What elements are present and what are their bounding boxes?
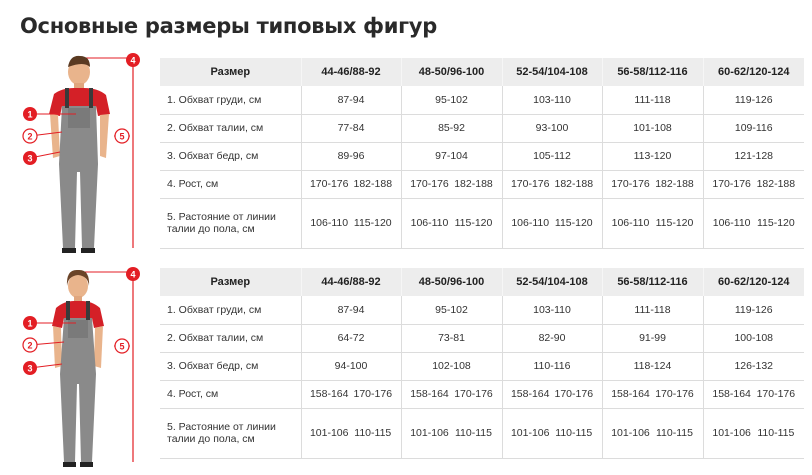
table-cell — [703, 380, 804, 408]
range-low: 158-164 — [410, 388, 449, 400]
range-high: 110-115 — [656, 427, 693, 439]
marker-5-badge — [115, 339, 129, 353]
marker-4-text: 4 — [130, 269, 136, 280]
table-cell — [703, 170, 804, 198]
table-row-hips — [160, 142, 804, 170]
strap-left-shape — [65, 88, 69, 108]
row-label: 2. Обхват талии, см — [160, 324, 301, 352]
table-cell: 64-72 — [301, 324, 401, 352]
table-cell — [401, 380, 502, 408]
marker-4-text: 4 — [130, 55, 136, 66]
table-cell: 95-102 — [401, 296, 502, 324]
table-cell: 126-132 — [703, 352, 804, 380]
range-high: 110-115 — [757, 427, 795, 439]
row-label-line: 5. Растояние от линии — [167, 421, 276, 433]
table-cell: 119-126 — [703, 296, 804, 324]
range-high: 182-188 — [554, 178, 594, 190]
range-low: 106-110 — [712, 217, 751, 229]
range-low: 158-164 — [309, 388, 349, 400]
table-cell: 105-112 — [502, 142, 602, 170]
column-header: 52-54/104-108 — [502, 58, 602, 86]
range-high: 110-115 — [555, 427, 593, 439]
table-row-waist-to-floor — [160, 198, 804, 248]
table-header-row — [160, 268, 804, 296]
table-cell: 89-96 — [301, 142, 401, 170]
table-row-waist — [160, 324, 804, 352]
range-high: 115-120 — [353, 217, 392, 229]
row-label: 4. Рост, см — [160, 380, 301, 408]
table-cell: 103-110 — [502, 296, 602, 324]
female-size-table — [160, 268, 804, 459]
range-low: 170-176 — [510, 178, 550, 190]
range-high: 115-120 — [655, 217, 694, 229]
bib-pocket-shape — [68, 108, 90, 128]
head-shape — [68, 274, 88, 298]
range-low: 101-106 — [611, 427, 650, 439]
table-cell — [401, 198, 502, 248]
marker-2-badge — [23, 338, 37, 352]
table-cell — [502, 380, 602, 408]
table-cell: 87-94 — [301, 86, 401, 114]
marker-1-badge — [23, 316, 37, 330]
range-high: 170-176 — [353, 388, 393, 400]
column-header: 60-62/120-124 — [703, 58, 804, 86]
table-row-waist-to-floor — [160, 408, 804, 458]
range-low: 158-164 — [611, 388, 650, 400]
table-cell — [602, 408, 703, 458]
marker-5-text: 5 — [119, 131, 125, 142]
range-low: 106-110 — [310, 217, 349, 229]
marker-5-badge — [115, 129, 129, 143]
table-cell — [301, 408, 401, 458]
table-cell: 111-118 — [602, 86, 703, 114]
row-label: 1. Обхват груди, см — [160, 296, 301, 324]
right-shoe-shape — [80, 462, 93, 467]
range-high: 170-176 — [554, 388, 594, 400]
row-label — [160, 408, 301, 458]
table-cell — [502, 170, 602, 198]
table-cell: 95-102 — [401, 86, 502, 114]
range-low: 101-106 — [309, 427, 349, 439]
column-header-size: Размер — [160, 58, 301, 86]
table-row-height — [160, 380, 804, 408]
table-cell: 113-120 — [602, 142, 703, 170]
table-header-row — [160, 58, 804, 86]
column-header: 44-46/88-92 — [301, 58, 401, 86]
range-low: 101-106 — [510, 427, 550, 439]
table-cell — [502, 408, 602, 458]
marker-2-text: 2 — [27, 340, 33, 351]
table-cell: 94-100 — [301, 352, 401, 380]
right-arm-shape — [94, 326, 103, 368]
table-row-waist — [160, 114, 804, 142]
range-high: 170-176 — [454, 388, 493, 400]
table-cell: 118-124 — [602, 352, 703, 380]
range-high: 115-120 — [554, 217, 593, 229]
range-high: 182-188 — [655, 178, 694, 190]
marker-4-badge — [126, 267, 140, 281]
marker-3-badge — [23, 361, 37, 375]
column-header: 48-50/96-100 — [401, 268, 502, 296]
range-low: 101-106 — [410, 427, 449, 439]
range-high: 170-176 — [756, 388, 796, 400]
range-low: 106-110 — [511, 217, 550, 229]
table-cell: 93-100 — [502, 114, 602, 142]
page-title: Основные размеры типовых фигур — [20, 14, 437, 38]
table-cell: 91-99 — [602, 324, 703, 352]
marker-2-badge — [23, 129, 37, 143]
range-high: 182-188 — [756, 178, 796, 190]
table-cell — [602, 380, 703, 408]
column-header: 56-58/112-116 — [602, 268, 703, 296]
range-low: 170-176 — [611, 178, 650, 190]
table-cell: 100-108 — [703, 324, 804, 352]
female-figure-illustration — [18, 266, 146, 470]
table-cell — [703, 198, 804, 248]
table-cell — [602, 198, 703, 248]
table-cell: 121-128 — [703, 142, 804, 170]
range-high: 170-176 — [655, 388, 694, 400]
strap-right-shape — [86, 301, 90, 320]
left-shoe-shape — [63, 462, 76, 467]
table-cell — [703, 408, 804, 458]
table-cell: 109-116 — [703, 114, 804, 142]
row-label: 1. Обхват груди, см — [160, 86, 301, 114]
table-cell: 73-81 — [401, 324, 502, 352]
range-low: 106-110 — [410, 217, 449, 229]
marker-1-badge — [23, 107, 37, 121]
column-header: 60-62/120-124 — [703, 268, 804, 296]
range-high: 182-188 — [454, 178, 493, 190]
table-cell: 119-126 — [703, 86, 804, 114]
range-low: 158-164 — [712, 388, 751, 400]
right-arm-shape — [100, 114, 109, 158]
row-label — [160, 198, 301, 248]
row-label: 4. Рост, см — [160, 170, 301, 198]
range-high: 115-120 — [756, 217, 795, 229]
table-cell: 77-84 — [301, 114, 401, 142]
overalls-shape — [60, 318, 96, 462]
marker-4-badge — [126, 53, 140, 67]
left-arm-shape — [53, 326, 62, 368]
left-arm-shape — [50, 114, 60, 158]
range-high: 110-115 — [354, 427, 392, 439]
range-low: 101-106 — [712, 427, 751, 439]
range-high: 110-115 — [455, 427, 492, 439]
table-cell — [301, 170, 401, 198]
table-cell — [401, 408, 502, 458]
range-low: 170-176 — [309, 178, 349, 190]
table-row-height — [160, 170, 804, 198]
column-header: 52-54/104-108 — [502, 268, 602, 296]
range-high: 182-188 — [353, 178, 393, 190]
table-cell — [602, 170, 703, 198]
table-row-chest — [160, 296, 804, 324]
strap-right-shape — [89, 88, 93, 108]
table-cell: 97-104 — [401, 142, 502, 170]
table-cell: 82-90 — [502, 324, 602, 352]
table-cell: 101-108 — [602, 114, 703, 142]
column-header: 56-58/112-116 — [602, 58, 703, 86]
left-shoe-shape — [62, 248, 76, 253]
range-low: 158-164 — [510, 388, 550, 400]
male-size-table — [160, 58, 804, 249]
male-figure-illustration — [18, 52, 146, 256]
column-header: 44-46/88-92 — [301, 268, 401, 296]
row-label-line: 5. Растояние от линии — [167, 211, 276, 223]
strap-left-shape — [66, 301, 70, 320]
table-row-chest — [160, 86, 804, 114]
table-cell: 102-108 — [401, 352, 502, 380]
column-header-size: Размер — [160, 268, 301, 296]
table-cell: 87-94 — [301, 296, 401, 324]
column-header: 48-50/96-100 — [401, 58, 502, 86]
table-cell — [502, 198, 602, 248]
row-label-line: талии до пола, см — [167, 223, 255, 235]
row-label: 3. Обхват бедр, см — [160, 352, 301, 380]
table-cell — [301, 380, 401, 408]
range-low: 170-176 — [410, 178, 449, 190]
marker-1-text: 1 — [27, 318, 33, 329]
table-cell: 103-110 — [502, 86, 602, 114]
table-cell: 111-118 — [602, 296, 703, 324]
marker-2-text: 2 — [27, 131, 33, 142]
row-label: 3. Обхват бедр, см — [160, 142, 301, 170]
right-shoe-shape — [81, 248, 95, 253]
range-high: 115-120 — [454, 217, 493, 229]
range-low: 170-176 — [712, 178, 751, 190]
table-row-hips — [160, 352, 804, 380]
marker-3-text: 3 — [27, 153, 33, 164]
marker-3-badge — [23, 151, 37, 165]
table-cell — [301, 198, 401, 248]
row-label-line: талии до пола, см — [167, 433, 255, 445]
marker-5-text: 5 — [119, 341, 125, 352]
table-cell — [401, 170, 502, 198]
table-cell: 85-92 — [401, 114, 502, 142]
marker-1-text: 1 — [27, 109, 33, 120]
marker-3-text: 3 — [27, 363, 33, 374]
range-low: 106-110 — [611, 217, 650, 229]
table-cell: 110-116 — [502, 352, 602, 380]
row-label: 2. Обхват талии, см — [160, 114, 301, 142]
